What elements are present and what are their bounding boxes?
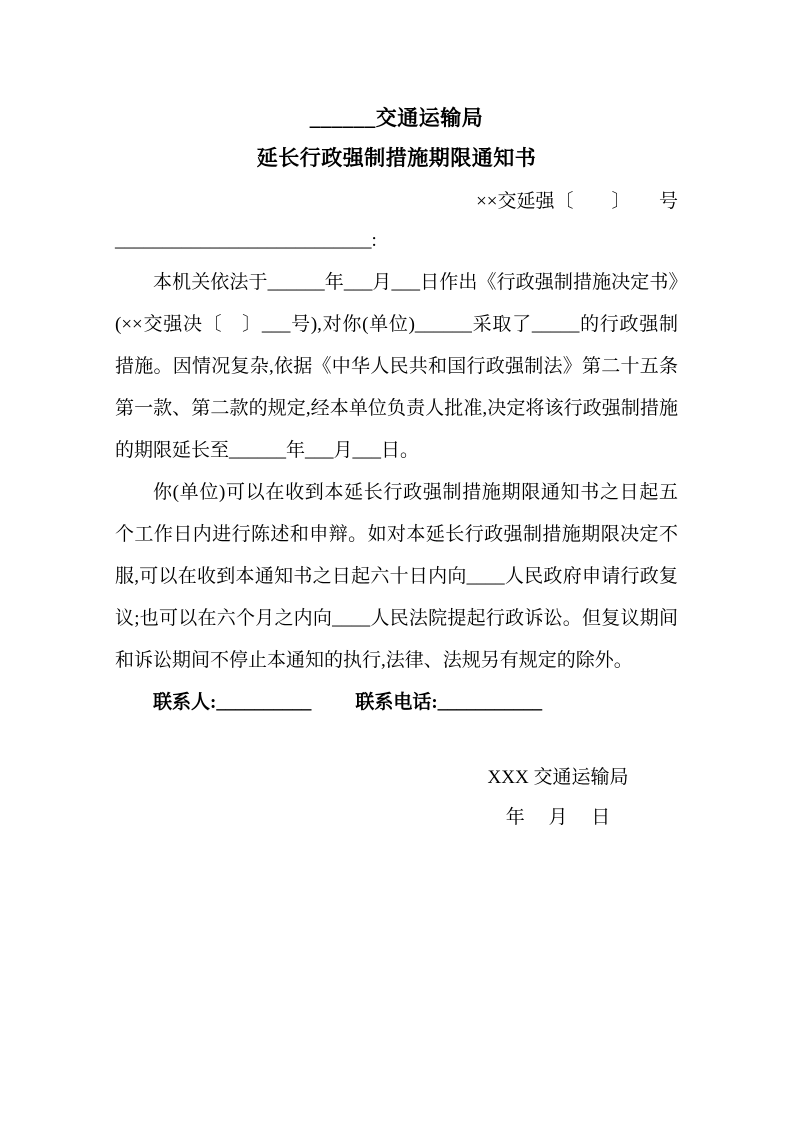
- body-paragraph-1: 本机关依法于______年___月___日作出《行政强制措施决定书》(××交强决〔 〕___号),对你(单位)______采取了_____的行政强制措施。因情况复杂,依据《中华人民共和国行政强制法》第二十五条第一款、第二款的规定,经本单位负责人批准,决定将该行政强制措施的期限延长至______年___月___日。: [115, 272, 678, 461]
- contact-person-blank: __________: [216, 692, 312, 713]
- signature-org: XXX 交通运输局: [487, 767, 629, 788]
- contact-phone-label: 联系电话:: [355, 692, 438, 713]
- document-org-title: ______交通运输局: [309, 106, 484, 130]
- signature-block: [438, 758, 678, 838]
- contact-person-label: 联系人:: [153, 692, 217, 713]
- document-number: ××交延强〔 〕 号: [476, 191, 678, 212]
- contact-line: [115, 682, 678, 724]
- contact-phone-blank: ___________: [437, 692, 543, 713]
- body-paragraph-2: 你(单位)可以在收到本延长行政强制措施期限通知书之日起五个工作日内进行陈述和申辩。如对本延长行政强制措施期限决定不服,可以在收到本通知书之日起六十日内向____人民政府申请行政复议;也可以在六个月之内向____人民法院提起行政诉讼。但复议期间和诉讼期间不停止本通知的执行,法律、法规另有规定的除外。: [115, 482, 678, 671]
- document-title: 延长行政强制措施期限通知书: [256, 146, 537, 170]
- addressee-blank-line: ___________________________:: [115, 230, 377, 251]
- signature-date: 年 月 日: [505, 807, 611, 828]
